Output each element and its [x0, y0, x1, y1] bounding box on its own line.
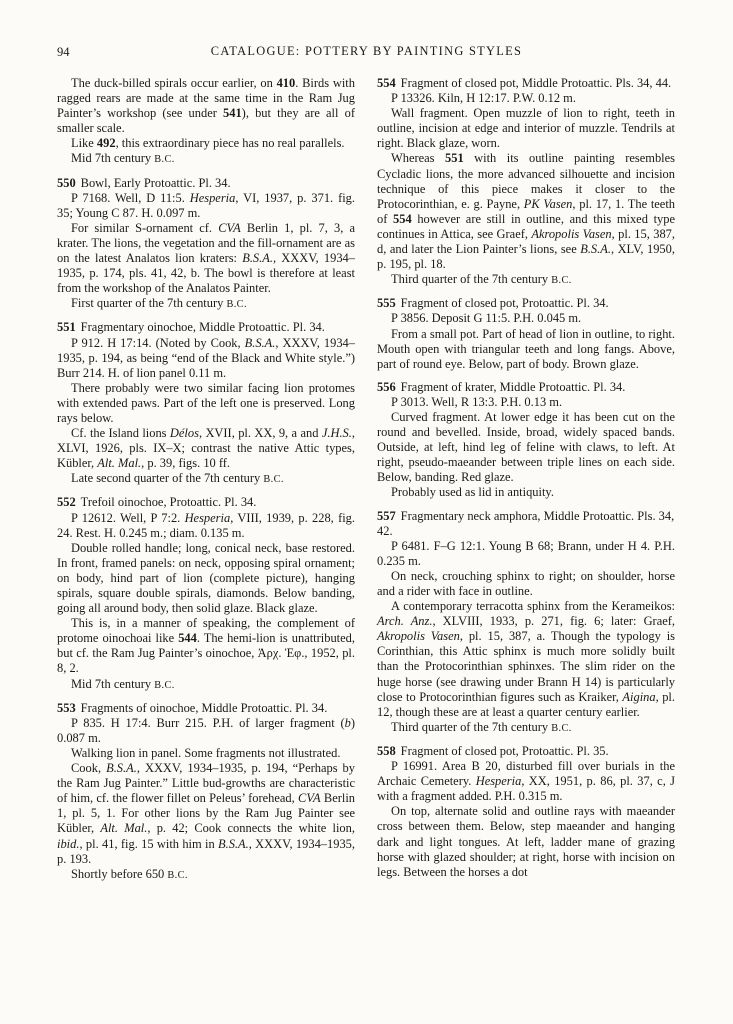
catalogue-number: 551 — [57, 320, 76, 335]
text-run: , XXXV, 1934–1935, p. 193. — [57, 836, 355, 866]
text-run: , p. 39, figs. 10 ff. — [141, 456, 231, 471]
cited-work: Hesperia — [189, 190, 236, 205]
text-run: Fragment of krater, Middle Protoattic. Pl. 34. — [400, 379, 626, 394]
cited-work: B.S.A. — [244, 335, 276, 350]
paragraph — [57, 76, 355, 136]
text-run: Probably used as lid in antiquity. — [391, 485, 554, 500]
text-run: P 12612. Well, P 7:2. — [71, 510, 185, 525]
text-run: Berlin 1, pl. 5, 1. For other lions by the Ram Jug Painter see Kübler, — [57, 791, 355, 836]
text-run: P 13326. Kiln, H 12:17. P.W. 0.12 m. — [391, 91, 576, 106]
text-run: Berlin 1, pl. 7, 3, a krater. The lions, the vegetation and the fill-ornament are as on the latest Analatos lion kraters: — [57, 220, 355, 266]
text-run: Walking lion in panel. Some fragments not illustrated. — [71, 745, 341, 760]
paragraph — [377, 569, 675, 599]
paragraph — [377, 151, 675, 272]
cited-work: ibid. — [57, 836, 80, 851]
text-run: ) 0.087 m. — [57, 715, 355, 745]
text-run: , XLV, 1950, p. 195, pl. 18. — [377, 242, 675, 272]
text-run: Whereas — [391, 151, 445, 166]
text-run: A contemporary terracotta sphinx from the Kerameikos: — [391, 599, 675, 614]
text-run: P 3856. Deposit G 11:5. P.H. 0.045 m. — [391, 311, 582, 326]
text-run: Curved fragment. At lower edge it has been cut on the round and bevelled. Inside, broad, widely spaced bands. Outside, at left, hind leg of feline with claws, to left. At right, pseudo-maeander between triple lines on each side. Below, banding. Red glaze. — [377, 409, 675, 485]
cited-work: CVA — [298, 791, 321, 806]
catalogue-number: 554 — [393, 211, 412, 226]
cited-work: b — [344, 715, 351, 730]
catalogue-number: 558 — [377, 743, 396, 758]
text-run: , this extraordinary piece has no real parallels. — [115, 136, 345, 151]
text-run: , VIII, 1939, p. 228, fig. 24. Rest. H. 0.245 m.; diam. 0.135 m. — [57, 510, 355, 540]
cited-work: B.S.A. — [217, 836, 249, 851]
catalogue-number: 551 — [445, 151, 464, 166]
paragraph — [377, 720, 675, 736]
text-run: Fragment of closed pot, Protoattic. Pl. 35. — [400, 743, 609, 758]
text-run: P 835. H 17:4. Burr 215. P.H. of larger fragment ( — [71, 715, 345, 730]
entry-heading — [377, 509, 675, 539]
cited-work: J.H.S. — [321, 426, 352, 441]
text-run: , p. 42; Cook connects the white lion, — [147, 821, 355, 836]
paragraph — [57, 336, 355, 381]
text-run: P 16991. Area B 20, disturbed fill over burials in the Archaic Cemetery. — [377, 759, 675, 789]
catalogue-number: 556 — [377, 379, 396, 394]
text-run: The duck-billed spirals occur earlier, on — [71, 76, 277, 90]
text-run: with its outline painting resembles Cycladic lions, the more advanced silhouette and incision technique of this piece makes it closer to the Protocorinthian, e. g. Payne, — [377, 151, 675, 211]
text-run: , XXXV, 1934–1935, p. 194, “Perhaps by the Ram Jug Painter.” Little bud-growths are characteristic of him, cf. the flower fillet on Peleus’ forehead, — [57, 761, 355, 806]
paragraph — [57, 151, 355, 167]
catalogue-number: 550 — [57, 175, 76, 190]
paragraph — [377, 485, 675, 500]
right-column — [377, 76, 675, 883]
cited-work: Akropolis Vasen — [531, 226, 612, 241]
text-run: From a small pot. Part of head of lion in outline, to right. Mouth open with triangular teeth and long fangs. Above, part of round eye. Below, part of body. Brown glaze. — [377, 326, 675, 371]
era-abbreviation: B.C. — [551, 275, 572, 287]
paragraph — [377, 759, 675, 804]
text-run: Wall fragment. Open muzzle of lion to right, teeth in outline, incision at edge and interior of muzzle. Tendrils at right. Black glaze, worn. — [377, 106, 675, 151]
text-run: Cook, — [71, 761, 107, 776]
cited-work: B.S.A. — [106, 761, 137, 776]
entry-heading — [57, 320, 355, 335]
entry-heading — [377, 744, 675, 759]
catalogue-number: 492 — [96, 136, 116, 151]
paragraph — [377, 272, 675, 288]
text-run: For similar S-ornament cf. — [71, 220, 219, 235]
paragraph — [57, 616, 355, 676]
paragraph — [57, 426, 355, 471]
cited-work: PK Vasen — [523, 196, 573, 211]
paragraph — [377, 539, 675, 569]
entry-heading — [377, 296, 675, 311]
text-run: Trefoil oinochoe, Protoattic. Pl. 34. — [80, 495, 257, 510]
paragraph — [57, 381, 355, 426]
text-run: On neck, crouching sphinx to right; on shoulder, horse and a rider with face in outline. — [377, 568, 675, 598]
text-run: . Birds with ragged rears are made at the same time in the Ram Jug Painter’s workshop (see under — [57, 76, 355, 121]
era-abbreviation: B.C. — [154, 679, 175, 691]
text-run: On top, alternate solid and outline rays with maeander cross between them. Below, step maeander and hanging dark and light tongues. At left, ladder mane of grazing horse with glazed shoulder; at right, horse with incision on legs. Between the horses a dot — [377, 804, 675, 879]
text-run: , pl. 41, fig. 15 with him in — [79, 836, 218, 851]
cited-work: Alt. Mal. — [97, 456, 142, 471]
catalogue-number: 555 — [377, 296, 396, 311]
entry-heading — [377, 380, 675, 395]
text-run: Bowl, Early Protoattic. Pl. 34. — [80, 175, 231, 190]
entry-heading — [377, 76, 675, 91]
text-run: , XXXV, 1934–1935, p. 174, pls. 41, 42, b. The bowl is therefore at least from the workshop of the Analatos Painter. — [57, 251, 355, 296]
paragraph — [57, 221, 355, 296]
paragraph — [57, 761, 355, 867]
text-run: , VI, 1937, p. 371. fig. 35; Young C 87. H. 0.097 m. — [57, 190, 355, 220]
text-run: P 3013. Well, R 13:3. P.H. 0.13 m. — [391, 394, 563, 409]
cited-work: Aigina — [622, 689, 656, 704]
paragraph — [57, 746, 355, 761]
running-head-title: CATALOGUE: POTTERY BY PAINTING STYLES — [210, 44, 523, 58]
text-run: however are still in outline, and this mixed type continues in Attica, see Graef, — [377, 211, 675, 241]
paragraph — [377, 106, 675, 151]
text-run: , XVII, pl. XX, 9, a and — [198, 426, 322, 441]
paragraph — [57, 867, 355, 883]
text-run: Like — [71, 136, 97, 151]
paragraph — [57, 296, 355, 312]
paragraph — [377, 327, 675, 372]
entry-heading — [57, 701, 355, 716]
left-column — [57, 76, 355, 883]
text-run: Fragments of oinochoe, Middle Protoattic. Pl. 34. — [80, 700, 328, 715]
cited-work: Akropolis Vasen — [377, 629, 460, 644]
paragraph — [57, 511, 355, 541]
text-run: , XLVI, 1926, pls. IX–X; contrast the native Attic types, Kübler, — [57, 426, 355, 471]
catalogue-number: 557 — [377, 508, 396, 523]
era-abbreviation: B.C. — [167, 869, 188, 881]
era-abbreviation: B.C. — [551, 722, 572, 734]
text-run: Fragmentary oinochoe, Middle Protoattic. Pl. 34. — [80, 320, 325, 335]
text-run: . The hemi-lion is unattributed, but cf. the Ram Jug Painter’s oinochoe, Ἀρχ. Ἐφ., 1952, pl. 8, 2. — [57, 631, 355, 676]
text-run: Fragmentary neck amphora, Middle Protoattic. Pls. 34, 42. — [377, 508, 675, 538]
catalogue-number: 410 — [276, 76, 296, 90]
paragraph — [377, 804, 675, 879]
text-run: Fragment of closed pot, Protoattic. Pl. 34. — [400, 296, 609, 311]
catalogue-number: 554 — [377, 76, 396, 90]
text-run: P 6481. F–G 12:1. Young B 68; Brann, under H 4. P.H. 0.235 m. — [377, 538, 675, 568]
cited-work: CVA — [218, 220, 241, 235]
text-run: , pl. 15, 387, a. Though the typology is Corinthian, this Attic sphinx is much more solidly built than the Protocorinthian sphinxes. The slim rider on the huge horse (see drawing under Brann H 14) is particularly close to Protocorinthian figures such as Kraiker, — [377, 629, 676, 704]
cited-work: Alt. Mal. — [100, 821, 148, 836]
paragraph — [377, 91, 675, 106]
cited-work: Arch. Anz. — [377, 614, 433, 629]
cited-work: Hesperia — [475, 774, 522, 789]
cited-work: Délos — [169, 426, 199, 441]
text-run: Fragment of closed pot, Middle Protoattic. Pls. 34, 44. — [400, 76, 672, 90]
entry-heading — [57, 495, 355, 510]
entry-heading — [57, 176, 355, 191]
paragraph — [377, 599, 675, 720]
text-run: Shortly before 650 — [71, 866, 168, 881]
catalogue-number: 544 — [178, 631, 197, 646]
era-abbreviation: B.C. — [226, 299, 247, 311]
page-number: 94 — [57, 45, 70, 59]
text-run: This is, in a manner of speaking, the complement of protome oinochoai like — [57, 616, 355, 646]
text-run: , pl. 15, 387, d, and later the Lion Painter’s lions, see — [377, 226, 675, 257]
text-run: , XX, 1951, p. 86, pl. 37, c, J with a fragment added. P.H. 0.315 m. — [377, 774, 675, 804]
text-run: Mid 7th century — [71, 151, 155, 166]
paragraph — [57, 541, 355, 616]
text-run: Mid 7th century — [71, 676, 155, 691]
paragraph — [377, 395, 675, 410]
text-run: ), but they are all of smaller scale. — [57, 106, 355, 136]
text-run: , pl. 12, though these are at least a quarter century earlier. — [377, 689, 675, 719]
text-run: There probably were two similar facing lion protomes with extended paws. Part of the left one is preserved. Long rays below. — [57, 380, 355, 425]
paragraph — [57, 191, 355, 221]
text-run: First quarter of the 7th century — [71, 296, 227, 311]
paragraph — [57, 471, 355, 487]
text-columns — [57, 76, 676, 883]
text-run: Third quarter of the 7th century — [391, 719, 552, 734]
text-run: Double rolled handle; long, conical neck, base restored. In front, framed panels: on neck, opposing spiral ornament; on body, hind part of lion (complete picture), hanging spirals, square double spirals, diamonds. Below banding, going all around body, then solid glaze. Black glaze. — [57, 540, 355, 616]
cited-work: Hesperia — [184, 510, 231, 525]
text-run: , pl. 17, 1. The teeth of — [377, 196, 675, 226]
paragraph — [57, 677, 355, 693]
catalogue-number: 552 — [57, 495, 76, 510]
text-run: , XLVIII, 1933, p. 271, fig. 6; later: Graef, — [432, 614, 675, 629]
paragraph — [377, 311, 675, 326]
catalogue-number: 541 — [223, 106, 242, 121]
page-header — [57, 44, 676, 64]
cited-work: B.S.A. — [580, 242, 611, 257]
paragraph — [57, 136, 355, 151]
cited-work: B.S.A. — [242, 251, 273, 266]
paragraph — [57, 716, 355, 746]
text-run: P 912. H 17:14. (Noted by Cook, — [71, 335, 245, 350]
text-run: P 7168. Well, D 11:5. — [71, 190, 190, 205]
text-run: , XXXV, 1934–1935, p. 194, as being “end of the Black and White style.”) Burr 214. H. of lion panel 0.11 m. — [57, 335, 355, 380]
catalogue-number: 553 — [57, 700, 76, 715]
text-run: Third quarter of the 7th century — [391, 272, 552, 287]
text-run: Late second quarter of the 7th century — [71, 471, 264, 486]
era-abbreviation: B.C. — [154, 154, 175, 166]
era-abbreviation: B.C. — [263, 474, 284, 486]
paragraph — [377, 410, 675, 485]
text-run: Cf. the Island lions — [71, 426, 170, 441]
